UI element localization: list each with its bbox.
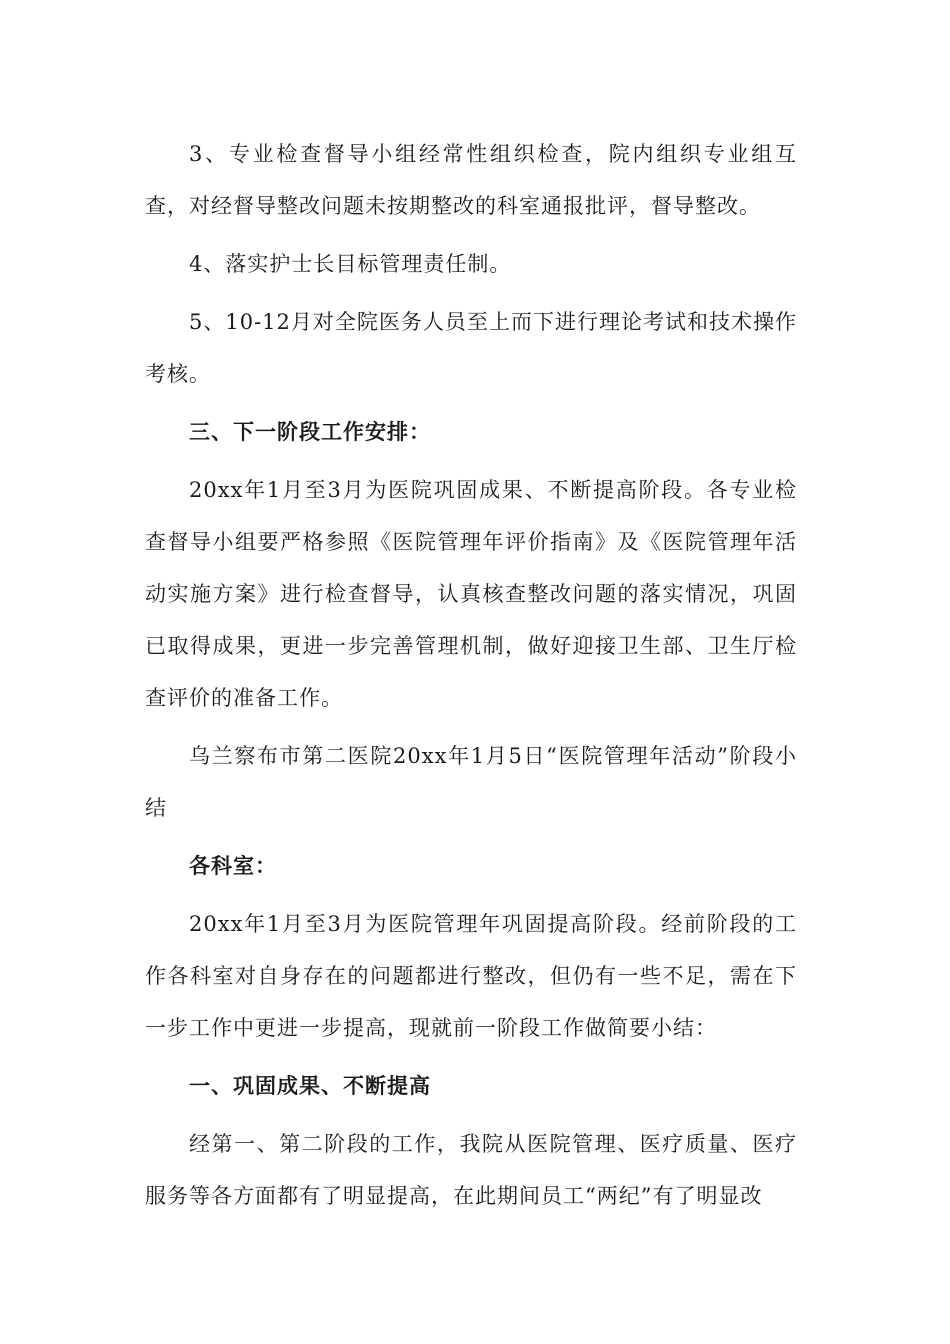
paragraph-item-4: 4、落实护士长目标管理责任制。 [189,252,512,276]
paragraph-consolidate-body: 经第一、第二阶段的工作，我院从医院管理、医疗质量、医疗服务等各方面都有了明显提高，在此期间员工“两纪”有了明显改 [145,1132,797,1208]
salutation-heading: 各科室： [189,854,277,878]
paragraph-next-stage-plan: 20xx年1月至3月为医院巩固成果、不断提高阶段。各专业检查督导小组要严格参照《医院管理年评价指南》及《医院管理年活动实施方案》进行检查督导，认真核查整改问题的落实情况，巩固已取得成果，更进一步完善管理机制，做好迎接卫生部、卫生厅检查评价的准备工作。 [145,478,797,710]
paragraph-item-3: 3、专业检查督导小组经常性组织检查，院内组织专业组互查，对经督导整改问题未按期整改的科室通报批评，督导整改。 [145,142,797,218]
document-body [145,128,797,1228]
section-heading-consolidate: 一、巩固成果、不断提高 [189,1074,431,1098]
paragraph-summary-intro: 20xx年1月至3月为医院管理年巩固提高阶段。经前阶段的工作各科室对自身存在的问题都进行整改，但仍有一些不足，需在下一步工作中更进一步提高，现就前一阶段工作做简要小结： [145,912,797,1040]
section-heading-next-stage: 三、下一阶段工作安排： [189,420,431,444]
paragraph-item-5: 5、10-12月对全院医务人员至上而下进行理论考试和技术操作考核。 [145,310,797,386]
paragraph-summary-title: 乌兰察布市第二医院20xx年1月5日“医院管理年活动”阶段小结 [145,744,797,820]
